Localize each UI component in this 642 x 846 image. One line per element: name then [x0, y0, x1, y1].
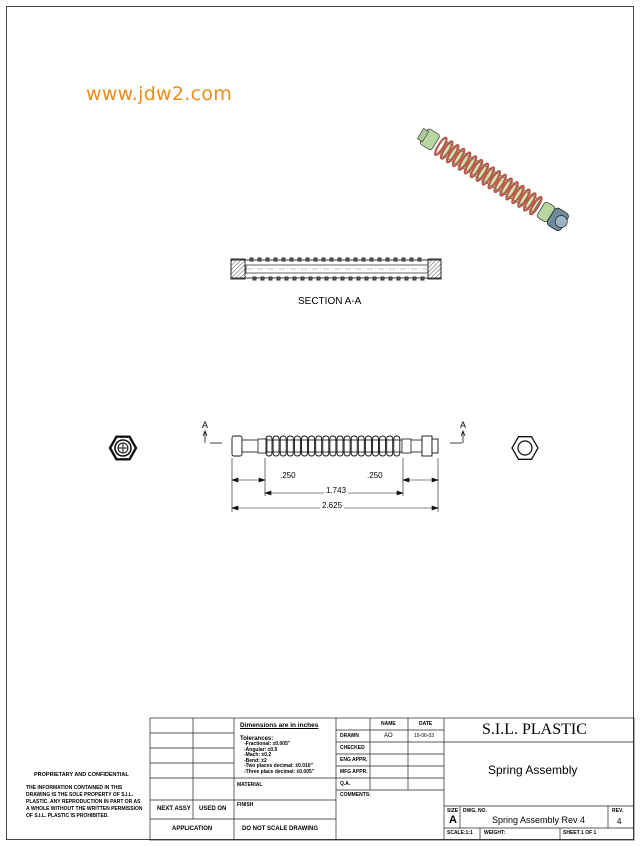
date-header: DATE [419, 721, 433, 727]
do-not-scale-label: DO NOT SCALE DRAWING [242, 826, 318, 832]
spring-coil [421, 277, 424, 280]
spring-coil [330, 258, 333, 261]
material-label: MATERIAL [237, 782, 263, 788]
spring-coil [277, 277, 280, 280]
spring-coil [309, 277, 312, 280]
dims-header: Dimensions are in inches [240, 722, 319, 729]
finish-label: FINISH [237, 802, 254, 808]
proprietary-text: THE INFORMATION CONTAINED IN THIS DRAWING IS THE SOLE PROPERTY OF S.I.L. PLASTIC. ANY REPRODUCTION IN PART OR AS A WHOLE WITHOUT THE WRITTEN PERMISSION OF S.I.L. PLASTIC IS PROHIBITED. [26, 785, 143, 819]
spring-coil [410, 258, 413, 261]
spring-coil [349, 277, 352, 280]
spring-coil [338, 258, 341, 261]
spring-coil [394, 258, 397, 261]
weight-label: WEIGHT: [484, 830, 506, 836]
dim-2625: 2.625 [322, 501, 343, 510]
proprietary-title: PROPRIETARY AND CONFIDENTIAL [34, 772, 129, 778]
spring-coil [405, 277, 408, 280]
spring-coil [301, 277, 304, 280]
spring-coil [285, 277, 288, 280]
spring-coil [357, 277, 360, 280]
spring-coil [261, 277, 264, 280]
spring-coil [381, 277, 384, 280]
front-view [203, 431, 465, 456]
spring-coil [250, 258, 253, 261]
scale-label: SCALE:1:1 [447, 830, 473, 836]
application-label: APPLICATION [172, 826, 213, 832]
spring-coil [370, 258, 373, 261]
rev-value: 4 [617, 817, 622, 826]
dim-left-250: .250 [280, 471, 296, 480]
next-assy-label: NEXT ASSY [157, 806, 191, 812]
tolerances-list: -Fractional: ±0.005" -Angular: ±0.5 -Mach: ±0.2 -Bend: ±2 -Two places decimal: ±0.010" -Three place decimal: ±0.005" [244, 741, 315, 775]
size-value: A [449, 814, 457, 826]
dwg-no-label: DWG. NO. [463, 808, 487, 814]
company-name: S.I.L. PLASTIC [482, 721, 587, 738]
isometric-view [415, 125, 571, 233]
watermark-url: www.jdw2.com [86, 83, 233, 105]
spring-coil [258, 258, 261, 261]
spring-coil [397, 277, 400, 280]
drawing-title: Spring Assembly [488, 763, 578, 777]
spring-coil [282, 258, 285, 261]
row-eng-label: ENG APPR. [340, 757, 368, 763]
spring-coil [418, 258, 421, 261]
spring-coil [266, 258, 269, 261]
size-label: SIZE [447, 808, 459, 814]
spring-coil [269, 277, 272, 280]
row-checked-label: CHECKED [340, 745, 365, 751]
dim-right-250: .250 [367, 471, 383, 480]
spring-coil [290, 258, 293, 261]
spring-coil [413, 277, 416, 280]
section-mark-left: A [202, 420, 209, 430]
name-header: NAME [381, 721, 396, 727]
spring-coil [274, 258, 277, 261]
dim-1743: 1.743 [326, 486, 347, 495]
spring-coil [362, 258, 365, 261]
spring-coil [317, 277, 320, 280]
spring-coil [322, 258, 325, 261]
spring-coil [333, 277, 336, 280]
spring-coil [298, 258, 301, 261]
row-mfg-label: MFG APPR. [340, 769, 368, 775]
end-view-right [512, 437, 538, 460]
end-view-left [110, 437, 136, 460]
rev-label: REV. [612, 808, 624, 814]
spring-coil [365, 277, 368, 280]
tolerances-title: Tolerances: [240, 736, 274, 742]
dwg-no-value: Spring Assembly Rev 4 [492, 815, 586, 825]
row-drawn-date: 19-06-03 [414, 733, 435, 739]
spring-coil [373, 277, 376, 280]
comments-label: COMMENTS: [340, 792, 371, 798]
sheet-label: SHEET 1 OF 1 [563, 830, 597, 836]
spring-coil [325, 277, 328, 280]
spring-coil [389, 277, 392, 280]
section-view [231, 258, 441, 280]
row-drawn-name: AO [384, 733, 393, 739]
spring-coil [341, 277, 344, 280]
row-qa-label: Q.A. [340, 781, 351, 787]
section-mark-right: A [460, 420, 467, 430]
spring-coil [386, 258, 389, 261]
spring-coil [402, 258, 405, 261]
used-on-label: USED ON [199, 806, 227, 812]
spring-coil [293, 277, 296, 280]
section-label: SECTION A-A [298, 296, 362, 307]
spring-coil [306, 258, 309, 261]
spring-coil [314, 258, 317, 261]
spring-coil [354, 258, 357, 261]
spring-coil [378, 258, 381, 261]
spring-coil [346, 258, 349, 261]
spring-coil [253, 277, 256, 280]
row-drawn-label: DRAWN [340, 733, 359, 739]
